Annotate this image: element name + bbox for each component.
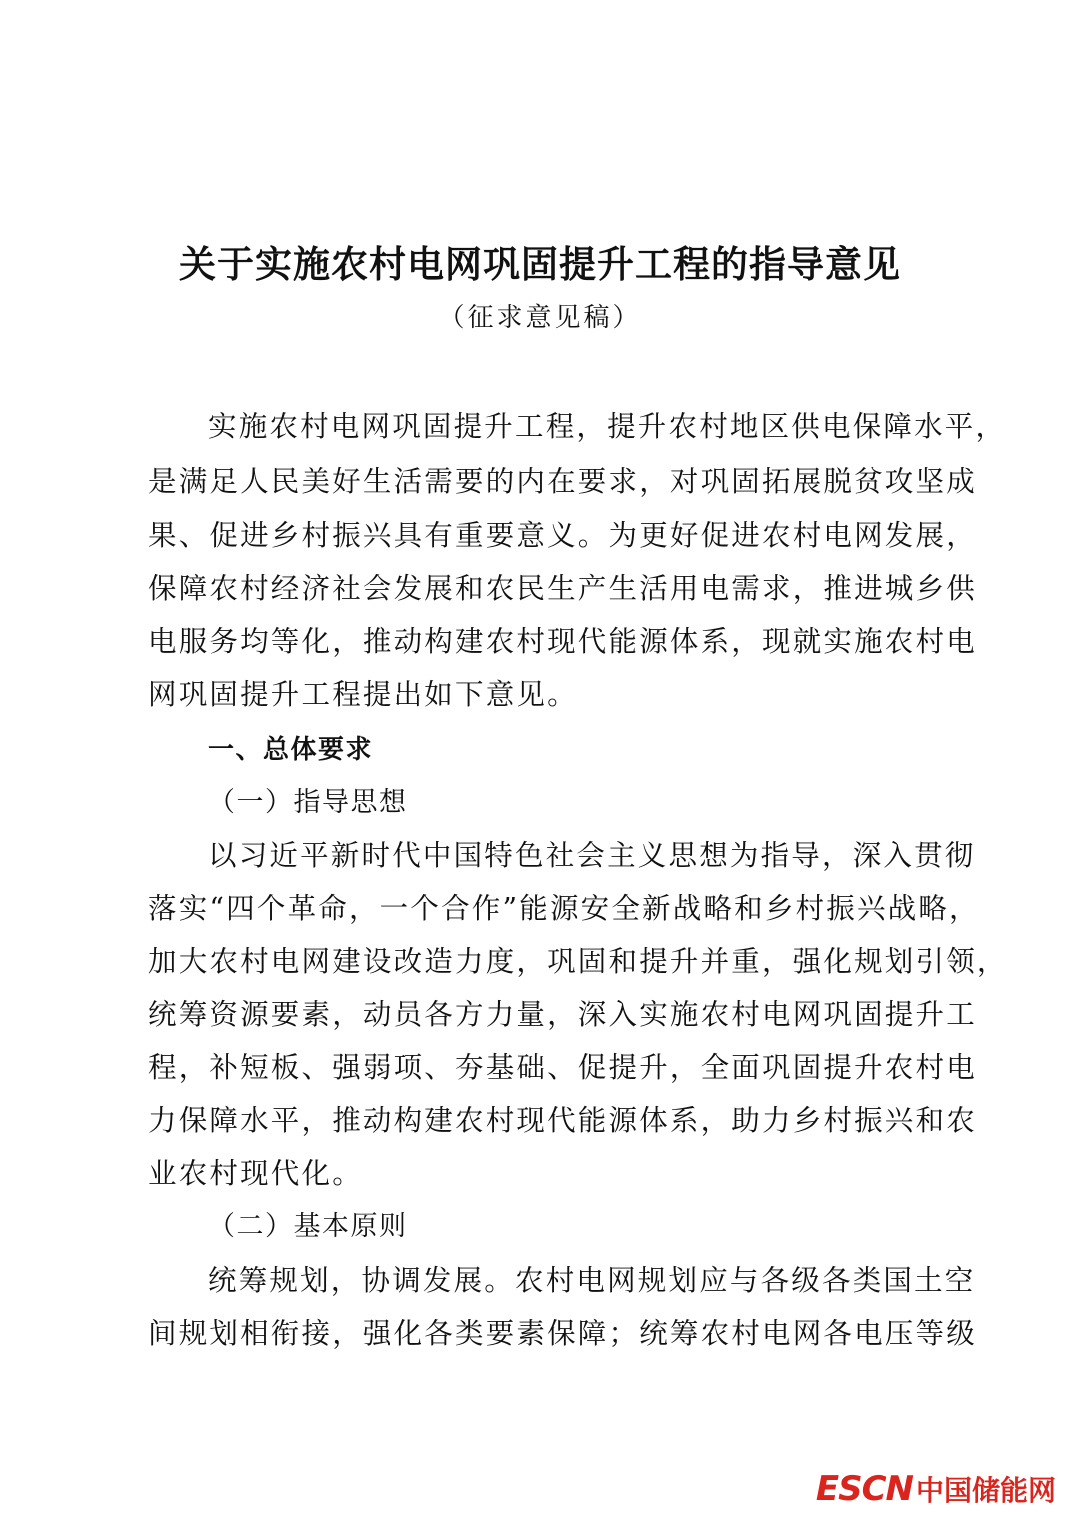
paragraph-line: 统筹规划，协调发展。农村电网规划应与各级各类国土空 [208,1264,976,1297]
paragraph-line: 电服务均等化，推动构建农村现代能源体系，现就实施农村电 [148,625,977,658]
logo-text-en: ESCN [815,1469,913,1509]
paragraph-line: 力保障水平，推动构建农村现代能源体系，助力乡村振兴和农 [148,1104,977,1137]
paragraph-line: 加大农村电网建设改造力度，巩固和提升并重，强化规划引领， [148,945,1008,978]
paragraph-line: 间规划相衔接，强化各类要素保障；统筹农村电网各电压等级 [148,1317,977,1350]
logo-text-cn: 中国储能网 [915,1474,1056,1507]
subsection-heading: （一）指导思想 [208,787,408,818]
paragraph-line: 果、促进乡村振兴具有重要意义。为更好促进农村电网发展， [148,519,977,552]
document-subtitle: （征求意见稿） [438,303,642,333]
paragraph-line: 保障农村经济社会发展和农民生产生活用电需求，推进城乡供 [148,572,977,605]
subsection-heading: （二）基本原则 [208,1211,408,1242]
section-heading: 一、总体要求 [208,735,374,765]
paragraph-line: 是满足人民美好生活需要的内在要求，对巩固拓展脱贫攻坚成 [148,465,977,498]
paragraph-line: 业农村现代化。 [148,1157,363,1190]
paragraph-line: 网巩固提升工程提出如下意见。 [148,678,578,711]
paragraph-line: 落实“四个革命，一个合作”能源安全新战略和乡村振兴战略， [148,892,980,925]
paragraph-line: 实施农村电网巩固提升工程，提升农村地区供电保障水平， [208,410,1007,443]
paragraph-line: 统筹资源要素，动员各方力量，深入实施农村电网巩固提升工 [148,998,977,1031]
escn-logo [816,1469,1056,1509]
document-title: 关于实施农村电网巩固提升工程的指导意见 [179,242,901,286]
paragraph-line: 程，补短板、强弱项、夯基础、促提升，全面巩固提升农村电 [148,1051,977,1084]
paragraph-line: 以习近平新时代中国特色社会主义思想为指导，深入贯彻 [208,839,976,872]
